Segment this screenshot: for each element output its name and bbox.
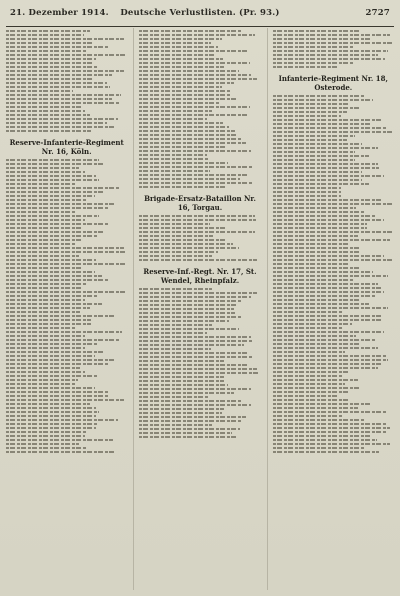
listing-line (6, 124, 127, 128)
listing-line (273, 145, 394, 149)
listing-line (273, 237, 394, 241)
listing-line (273, 117, 394, 121)
listing-line (273, 305, 394, 309)
listing-line (273, 441, 394, 445)
listing-line (139, 402, 260, 406)
listing-line (139, 229, 260, 233)
listing-line (6, 449, 127, 453)
listing-line (6, 84, 127, 88)
listing-line (6, 128, 127, 132)
listing-line (273, 273, 394, 277)
listing-line (139, 342, 260, 346)
listing-line (139, 217, 260, 221)
listing-line (139, 72, 260, 76)
listing-line (139, 32, 260, 36)
listing-line (139, 48, 260, 52)
listing-line (273, 52, 394, 56)
listing-line (139, 350, 260, 354)
listing-line (139, 257, 260, 261)
text-columns (6, 28, 394, 590)
listing-line (139, 434, 260, 438)
listing-line (139, 334, 260, 338)
listing-line (273, 253, 394, 257)
section-heading-col2-a: Brigade-Ersatz-Bataillon Nr. 16, Torgau. (144, 194, 256, 212)
listing-line (273, 165, 394, 169)
listing-line (139, 366, 260, 370)
listing-line (6, 337, 127, 341)
section-heading-col1: Reserve-Infanterie-Regiment Nr. 16, Köln. (9, 138, 124, 156)
section-heading-col2-b: Reserve-Inf.-Regt. Nr. 17, St. Wendel, Rheinpfalz. (143, 267, 257, 285)
listing-line (273, 281, 394, 285)
listing-line (6, 116, 127, 120)
listing-line (273, 289, 394, 293)
listing-line (139, 76, 260, 80)
listing-line (273, 361, 394, 365)
listing-line (139, 386, 260, 390)
header-page-number: 2727 (365, 8, 390, 18)
listing-line (139, 60, 260, 64)
listing-line (139, 338, 260, 342)
listing-line (6, 329, 127, 333)
listing-line (6, 397, 127, 401)
listing-line (273, 161, 394, 165)
listing-line (6, 417, 127, 421)
listing-line (6, 96, 127, 100)
listing-line (273, 357, 394, 361)
listing-line (139, 290, 260, 294)
listing-line (6, 437, 127, 441)
listing-line (273, 197, 394, 201)
listing-line (6, 68, 127, 72)
listing-line (139, 294, 260, 298)
listing-line (273, 449, 394, 453)
listing-line (139, 213, 260, 217)
listing-line (273, 201, 394, 205)
listing-line (139, 140, 260, 144)
listing-line (273, 317, 394, 321)
listing-line (273, 125, 394, 129)
column-right (267, 28, 394, 590)
listing-line (273, 229, 394, 233)
listing-line (139, 184, 260, 188)
listing-line (273, 56, 394, 60)
listing-line (139, 180, 260, 184)
listing-line (6, 72, 127, 76)
listing-line (273, 345, 394, 349)
listing-line (273, 129, 394, 133)
listing-line (139, 112, 260, 116)
listing-line (139, 104, 260, 108)
page-header (6, 4, 394, 27)
listing-line (6, 249, 127, 253)
listing-line (273, 365, 394, 369)
listing-line (139, 172, 260, 176)
listing-line (139, 362, 260, 366)
listing-line (273, 329, 394, 333)
listing-line (273, 429, 394, 433)
listing-line (273, 425, 394, 429)
column-middle (133, 28, 260, 590)
listing-line (6, 185, 127, 189)
listing-line (273, 64, 394, 68)
listing-line (273, 437, 394, 441)
listing-line (6, 357, 127, 361)
listing-line (6, 313, 127, 317)
listing-line (273, 217, 394, 221)
listing-line (6, 289, 127, 293)
listing-line (273, 32, 394, 36)
listing-line (139, 164, 260, 168)
listing-line (6, 92, 127, 96)
listing-line (273, 409, 394, 413)
section-heading-col3: Infanterie-Regiment Nr. 18, Osterode. (278, 74, 388, 92)
listing-line (6, 245, 127, 249)
listing-line (6, 100, 127, 104)
listing-line (6, 261, 127, 265)
listing-line (273, 313, 394, 317)
column-left (6, 28, 127, 590)
header-date: 21. Dezember 1914. (10, 8, 109, 18)
listing-line (273, 353, 394, 357)
listing-line (6, 52, 127, 56)
listing-line (273, 285, 394, 289)
listing-line (139, 370, 260, 374)
listing-line (6, 36, 127, 40)
listing-line (139, 354, 260, 358)
listing-line (273, 48, 394, 52)
listing-line (139, 414, 260, 418)
listing-line (273, 421, 394, 425)
listing-line (139, 148, 260, 152)
listing-line (6, 201, 127, 205)
listing-line (273, 40, 394, 44)
listing-line (273, 257, 394, 261)
listing-line (273, 173, 394, 177)
header-title: Deutsche Verlustlisten. (Pr. 93.) (120, 8, 280, 18)
